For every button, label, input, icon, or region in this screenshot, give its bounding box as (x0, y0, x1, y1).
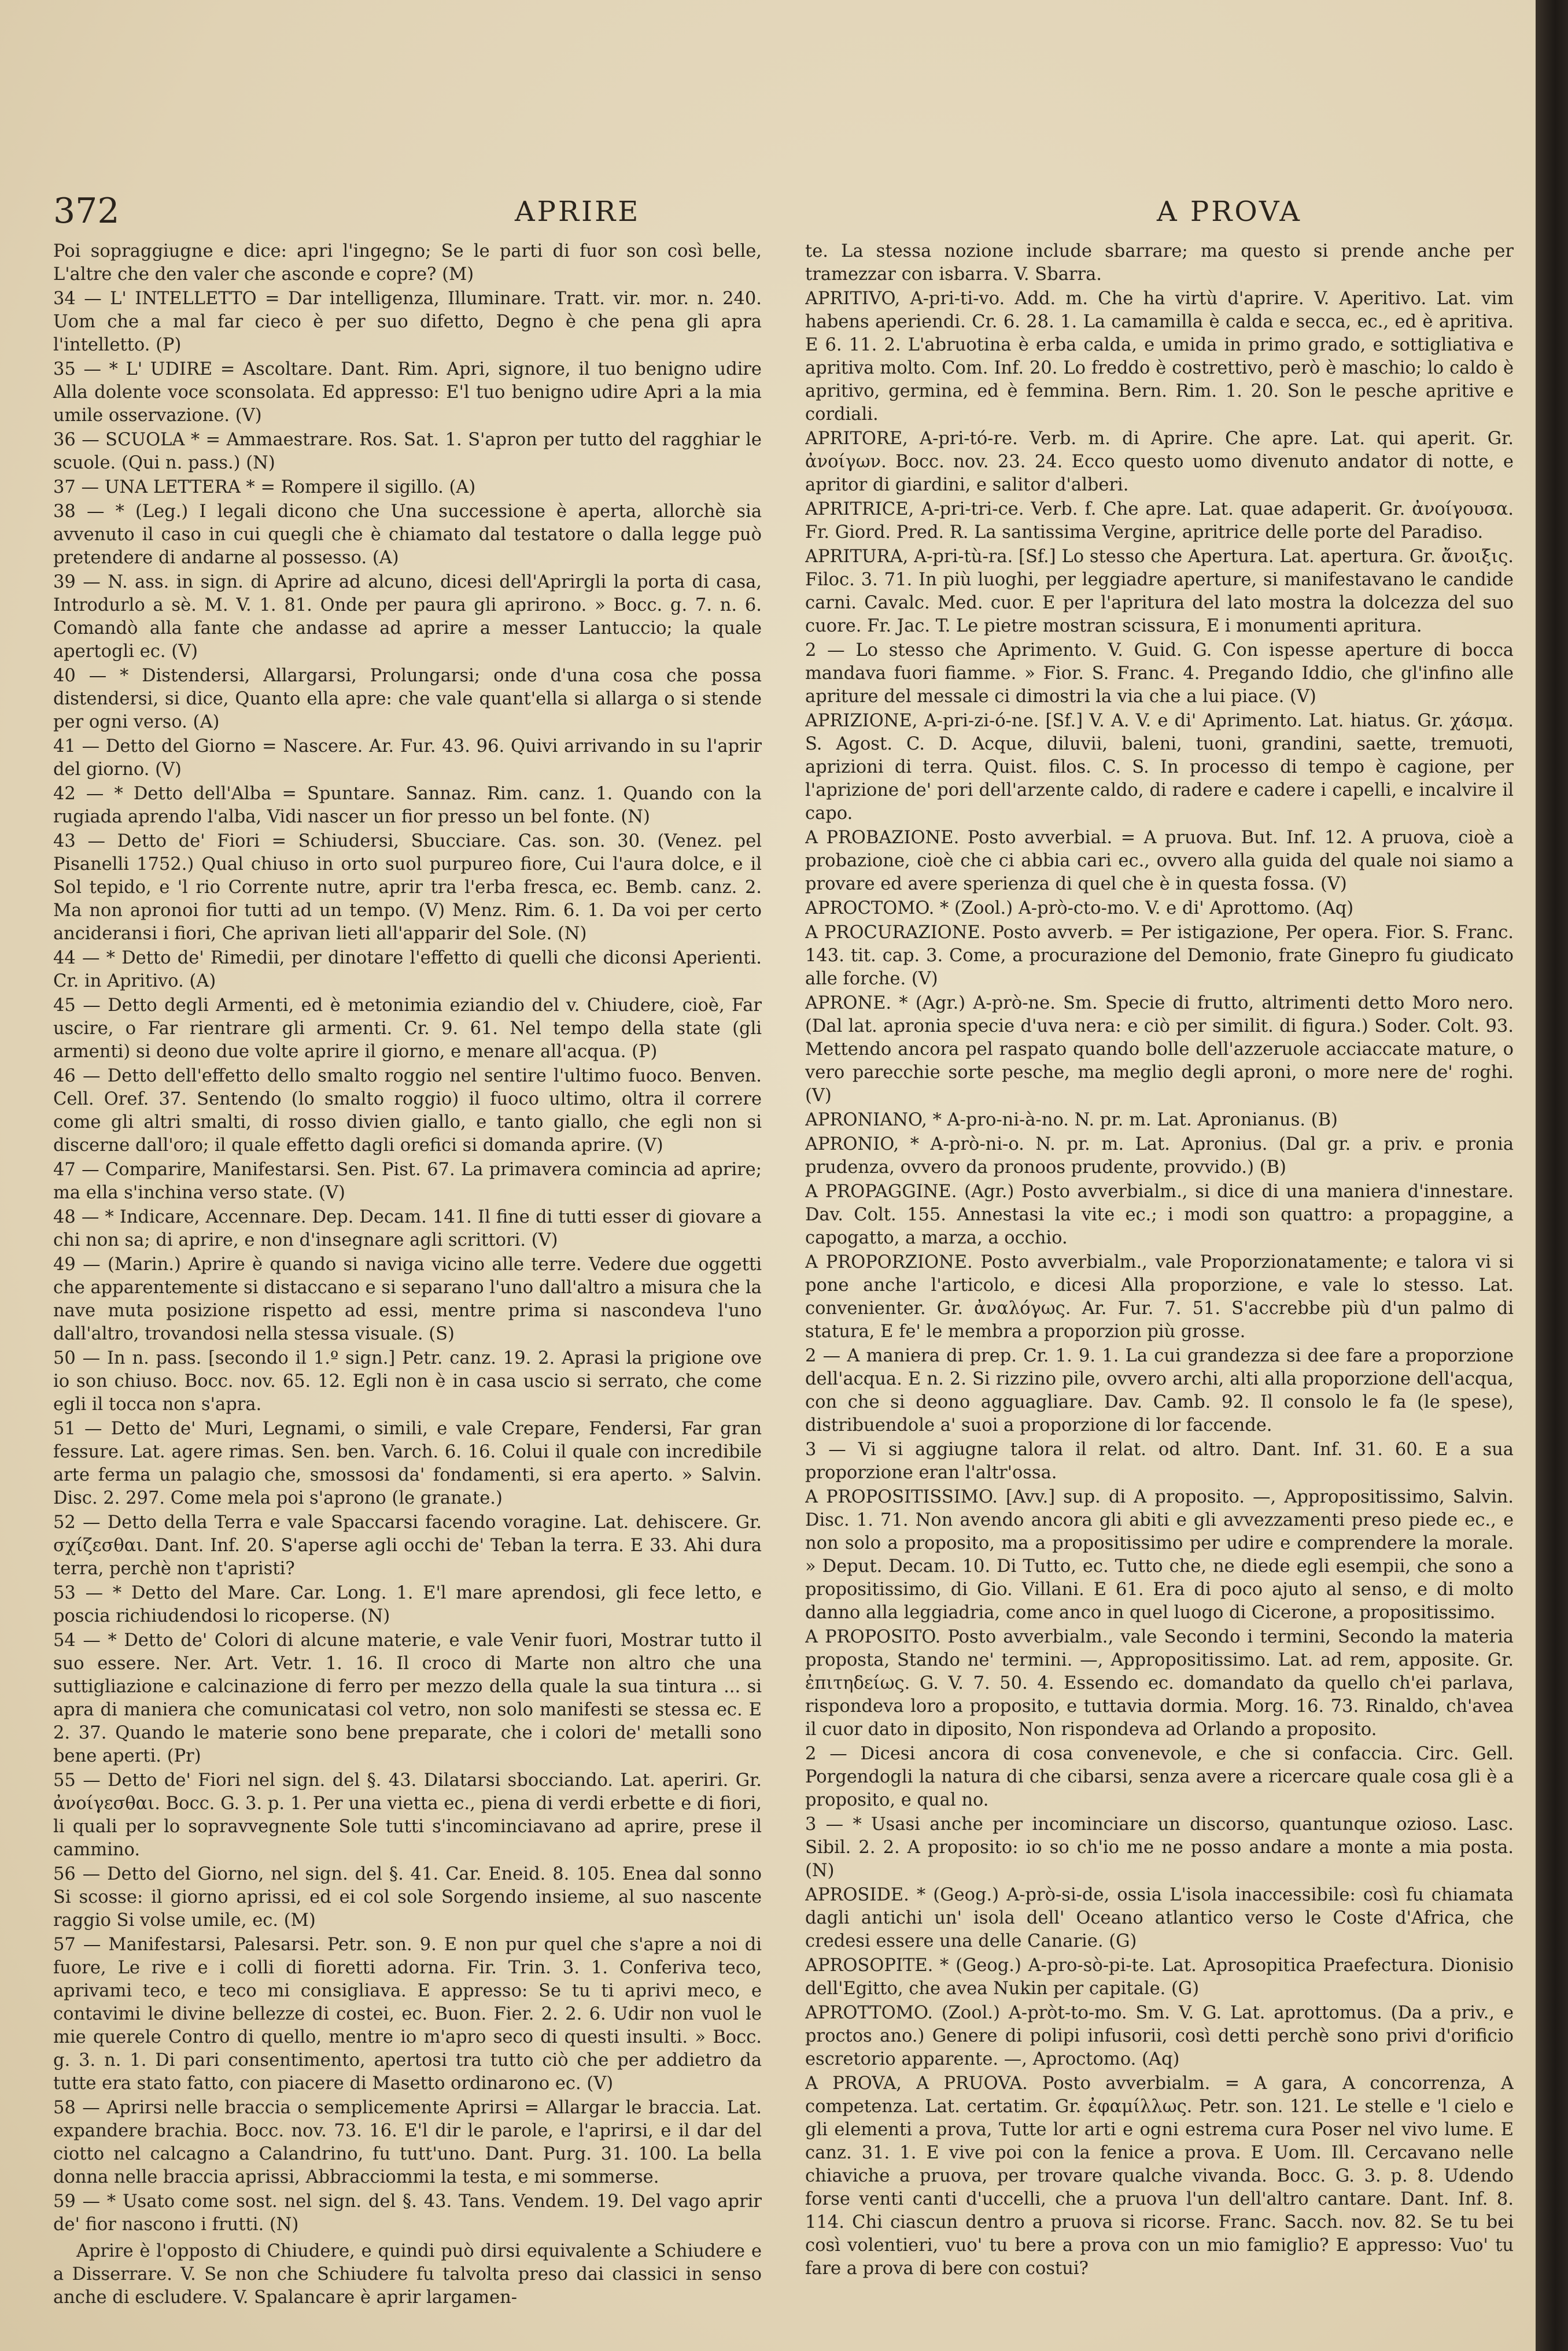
dictionary-entry: A PROPAGGINE. (Agr.) Posto avverbialm., si dice di una maniera d'innestare. Dav. Colt. 155. Annestasi la vite ec.; i modi son quattro: a propaggine, a capogatto, a marza, a occhio. (805, 1182, 1514, 1248)
dictionary-entry: Aprire è l'opposto di Chiudere, e quindi può dirsi equivalente a Schiudere e a Disserrare. V. Se non che Schiudere fu talvolta preso dai classici in senso anche di escludere. V. Spalancare è aprir largamen- (53, 2241, 762, 2308)
dictionary-entry: 52 — Detto della Terra e vale Spaccarsi facendo voragine. Lat. dehiscere. Gr. σχίζεσθαι. Dant. Inf. 20. S'aperse agli occhi de' Teban la terra. E 33. Ahi dura terra, perchè non t'apristi? (53, 1512, 762, 1579)
dictionary-entry: 45 — Detto degli Armenti, ed è metonimia eziandio del v. Chiudere, cioè, Far uscire, o Far rientrare gli armenti. Cr. 9. 61. Nel tempo della state (gli armenti) si deono due volte aprire il giorno, e menare all'acqua. (P) (53, 995, 762, 1062)
dictionary-entry: APRITRICE, A-pri-tri-ce. Verb. f. Che apre. Lat. quae adaperit. Gr. ἀνοίγουσα. Fr. Giord. Pred. R. La santissima Vergine, apritrice delle porte del Paradiso. (805, 499, 1514, 542)
dictionary-entry: 35 — * L' UDIRE = Ascoltare. Dant. Rim. Apri, signore, il tuo benigno udire Alla dolente voce sconsolata. Ed appresso: E'l tuo benigno udire Apri a la mia umile osservazione. (V) (53, 359, 762, 426)
dictionary-entry: Poi sopraggiugne e dice: apri l'ingegno; Se le parti di fuor son così belle, L'altre che den valer che asconde e copre? (M) (53, 241, 762, 285)
dictionary-entry: 36 — SCUOLA * = Ammaestrare. Ros. Sat. 1. S'apron per tutto del ragghiar le scuole. (Qui n. pass.) (N) (53, 430, 762, 473)
dictionary-entry: 59 — * Usato come sost. nel sign. del §. 43. Tans. Vendem. 19. Del vago aprir de' fior nascono i frutti. (N) (53, 2191, 762, 2235)
dictionary-entry: A PROPOSITISSIMO. [Avv.] sup. di A proposito. —, Appropositissimo, Salvin. Disc. 1. 71. Non avendo ancora gli abiti e gli avvezzamenti preso piede ec., e non solo a proposito, ma a propositissimo per udire e comprendere la morale. » Deput. Decam. 10. Di Tutto, ec. Tutto che, ne diede egli esempii, che sono a propositissimo, di Gio. Villani. E 61. Era di poco ajuto al senso, e di molto danno alla leggiadria, come anco in quel luogo di Cicerone, a propositissimo. (805, 1487, 1514, 1623)
dictionary-entry: APRONIANO, * A-pro-ni-à-no. N. pr. m. Lat. Apronianus. (B) (805, 1110, 1338, 1130)
dictionary-entry: 47 — Comparire, Manifestarsi. Sen. Pist. 67. La primavera comincia ad aprire; ma ella s'inchina verso state. (V) (53, 1160, 762, 1203)
dictionary-entry: APRITIVO, A-pri-ti-vo. Add. m. Che ha virtù d'aprire. V. Aperitivo. Lat. vim habens aperiendi. Cr. 6. 28. 1. La camamilla è calda e secca, ec., ed è apritiva. E 6. 11. 2. L'abruotina è erba calda, e umida in primo grado, e sottigliativa e apritiva molto. Com. Inf. 20. Lo freddo è costrettivo, però è maschio; lo caldo è apritivo, germina, ed è femmina. Bern. Rim. 1. 20. Son le pesche apritive e cordiali. (805, 289, 1514, 425)
running-head-right: A PROVA (1157, 195, 1302, 228)
dictionary-entry: 41 — Detto del Giorno = Nascere. Ar. Fur. 43. 96. Quivi arrivando in su l'aprir del giorno. (V) (53, 736, 762, 780)
dictionary-entry: 40 — * Distendersi, Allargarsi, Prolungarsi; onde d'una cosa che possa distendersi, si dice, Quanto ella apre: che vale quant'ella si allarga o si stende per ogni verso. (A) (53, 666, 762, 732)
dictionary-entry: 50 — In n. pass. [secondo il 1.º sign.] Petr. canz. 19. 2. Aprasi la prigione ove io son chiuso. Bocc. nov. 65. 12. Egli non è in casa uscio si serrato, che come egli il tocca non s'apra. (53, 1348, 762, 1415)
dictionary-entry: APRITORE, A-pri-tó-re. Verb. m. di Aprire. Che apre. Lat. qui aperit. Gr. ἀνοίγων. Bocc. nov. 23. 24. Ecco questo uomo divenuto andator di notte, e apritor di giardini, e salitor d'alberi. (805, 429, 1514, 495)
dictionary-entry: 49 — (Marin.) Aprire è quando si naviga vicino alle terre. Vedere due oggetti che apparentemente si distaccano e si separano l'uno dall'altro a misura che la nave muta posizione rispetto ad essi, mentre prima si nascondeva l'uno dall'altro, trovandosi nella stessa visuale. (S) (53, 1254, 762, 1344)
running-head-left: APRIRE (515, 195, 641, 228)
dictionary-entry: 2 — A maniera di prep. Cr. 1. 9. 1. La cui grandezza si dee fare a proporzione dell'acqua. E n. 2. Si rizzino pile, ovvero archi, alti alla proporzione dell'acqua, con che si deono agguagliare. Dav. Camb. 92. Il consolo le fa (le spese), distribuendole a' suoi a proporzione di lor faccende. (805, 1346, 1514, 1435)
dictionary-entry: A PROCURAZIONE. Posto avverb. = Per istigazione, Per opera. Fior. S. Franc. 143. tit. cap. 3. Come, a procurazione del Demonio, frate Ginepro fu giudicato alle forche. (V) (805, 922, 1514, 989)
dictionary-entry: 2 — Lo stesso che Aprimento. V. Guid. G. Con ispesse aperture di bocca mandava fuori fiamme. » Fior. S. Franc. 4. Pregando Iddio, che gl'infino alle apriture del messale ci dimostri la via che a lui piace. (V) (805, 640, 1514, 707)
dictionary-entry: 46 — Detto dell'effetto dello smalto roggio nel sentire l'ultimo fuoco. Benven. Cell. Oref. 37. Sentendo (lo smalto roggio) il fuoco ultimo, oltra il correre come gli altri smalti, di rosso divien giallo, e tanto giallo, che egli non si discerne dall'oro; il quale effetto dagli orefici si domanda aprire. (V) (53, 1066, 762, 1156)
dictionary-entry: 3 — * Usasi anche per incominciare un discorso, quantunque ozioso. Lasc. Sibil. 2. 2. A proposito: io so ch'io me ne posso andare a monte a mia posta. (N) (805, 1814, 1514, 1881)
dictionary-entry: APROCTOMO. * (Zool.) A-prò-cto-mo. V. e di' Aprottomo. (Aq) (805, 898, 1354, 918)
dictionary-entry: 56 — Detto del Giorno, nel sign. del §. 41. Car. Eneid. 8. 105. Enea dal sonno Si scosse: il giorno aprissi, ed ei col sole Sorgendo insieme, al suo nascente raggio Si volse umile, ec. (M) (53, 1864, 762, 1931)
page-number: 372 (53, 191, 120, 231)
dictionary-entry: 57 — Manifestarsi, Palesarsi. Petr. son. 9. E non pur quel che s'apre a noi di fuore, Le rive e i colli di fioretti adorna. Fir. Trin. 3. 1. Conferiva teco, aprivami teco, e teco mi consigliava. E appresso: Se tu ti aprivi meco, e contavimi le divine bellezze di costei, ec. Buon. Fier. 2. 2. 6. Udir non vuol le mie querele Contro di quello, mentre io m'apro seco di questi insulti. » Bocc. g. 3. n. 1. Di pari consentimento, apertosi tra tutto ciò che per addietro da tutte era stato fatto, con piacere di Masetto ordinarono ec. (V) (53, 1935, 762, 2094)
dictionary-entry: APRIZIONE, A-pri-zi-ó-ne. [Sf.] V. A. V. e di' Aprimento. Lat. hiatus. Gr. χάσμα. S. Agost. C. D. Acque, diluvii, baleni, tuoni, grandini, saette, tremuoti, aprizioni di terra. Quist. filos. C. S. In processo di tempo è cagione, per l'aprizione de' pori dell'arzente caldo, di radere e cadere i capelli, e incalvire il capo. (805, 711, 1514, 824)
dictionary-entry: 53 — * Detto del Mare. Car. Long. 1. E'l mare aprendosi, gli fece letto, e poscia richiudendosi lo ricoperse. (N) (53, 1583, 762, 1626)
dictionary-entry: 38 — * (Leg.) I legali dicono che Una successione è aperta, allorchè sia avvenuto il caso in cui quegli che è chiamato dal testatore o dalla legge può pretendere di andarne al possesso. (A) (53, 501, 762, 568)
right-column (805, 240, 1514, 2322)
dictionary-entry: A PROBAZIONE. Posto avverbial. = A pruova. But. Inf. 12. A pruova, cioè a probazione, cioè che ci abbia cari ec., ovvero alla guida del quale noi siamo a provare ed avere sperienza di quel che è in questa fossa. (V) (805, 828, 1514, 894)
dictionary-entry: 55 — Detto de' Fiori nel sign. del §. 43. Dilatarsi sbocciando. Lat. aperiri. Gr. ἀνοίγεσθαι. Bocc. G. 3. p. 1. Per una vietta ec., piena di verdi erbette e di fiori, li quali per lo sopravvegnente Sole tutti s'incominciavano ad aprire, prese il cammino. (53, 1770, 762, 1860)
dictionary-entry: APROSIDE. * (Geog.) A-prò-si-de, ossia L'isola inaccessibile: così fu chiamata dagli antichi un' isola dell' Oceano atlantico verso le Coste d'Africa, che credesi essere una delle Canarie. (G) (805, 1885, 1514, 1951)
dictionary-entry: 51 — Detto de' Muri, Legnami, o simili, e vale Crepare, Fendersi, Far gran fessure. Lat. agere rimas. Sen. ben. Varch. 6. 16. Colui il quale con incredibile arte ferma un palagio che, smossosi da' fondamenti, si era aperto. » Salvin. Disc. 2. 297. Come mela poi s'aprono (le granate.) (53, 1419, 762, 1508)
dictionary-entry: APRITURA, A-pri-tù-ra. [Sf.] Lo stesso che Apertura. Lat. apertura. Gr. ἄνοιξις. Filoc. 3. 71. In più luoghi, per leggiadre aperture, si manifestavano le candide carni. Cavalc. Med. cuor. E per l'apritura del lato mostra la dolcezza del suo cuore. Fr. Jac. T. Le pietre mostran scissura, E i monumenti apritura. (805, 547, 1514, 636)
dictionary-entry: 39 — N. ass. in sign. di Aprire ad alcuno, dicesi dell'Aprirgli la porta di casa, Introdurlo a sè. M. V. 1. 81. Onde per paura gli aprirono. » Bocc. g. 7. n. 6. Comandò alla fante che andasse ad aprire a messer Lantuccio; la quale apertogli ec. (V) (53, 572, 762, 662)
dictionary-entry: 44 — * Detto de' Rimedii, per dinotare l'effetto di quelli che diconsi Aperienti. Cr. in Apritivo. (A) (53, 948, 762, 991)
dictionary-entry: 34 — L' INTELLETTO = Dar intelligenza, Illuminare. Tratt. vir. mor. n. 240. Uom che a mal far cieco è per suo difetto, Degno è che pena gli apra l'intelletto. (P) (53, 289, 762, 355)
page-header (0, 191, 1536, 237)
dictionary-entry: APROSOPITE. * (Geog.) A-pro-sò-pi-te. Lat. Aprosopitica Praefectura. Dionisio dell'Egitto, che avea Nukin per capitale. (G) (805, 1955, 1514, 1999)
dictionary-entry: 3 — Vi si aggiugne talora il relat. od altro. Dant. Inf. 31. 60. E a sua proporzione eran l'altr'ossa. (805, 1440, 1514, 1483)
dictionary-entry: 54 — * Detto de' Colori di alcune materie, e vale Venir fuori, Mostrar tutto il suo essere. Ner. Art. Vetr. 1. 16. Il croco di Marte non altro che una suttigliazione e calcinazione di ferro per mezzo della quale la sua tintura ... si apra di maniera che comunicatasi col vetro, non solo manifesti se stessa ec. E 2. 37. Quando le materie sono bene preparate, che i colori de' metalli sono bene aperti. (Pr) (53, 1630, 762, 1766)
dictionary-entry: 48 — * Indicare, Accennare. Dep. Decam. 141. Il fine di tutti esser di giovare a chi non sa; di aprire, e non d'insegnare agli scrittori. (V) (53, 1207, 762, 1250)
dictionary-entry: 37 — UNA LETTERA * = Rompere il sigillo. (A) (53, 477, 476, 497)
dictionary-entry: APRONE. * (Agr.) A-prò-ne. Sm. Specie di frutto, altrimenti detto Moro nero. (Dal lat. apronia specie d'uva nera: e ciò per similit. di figura.) Soder. Colt. 93. Mettendo ancora pel raspato quando bolle dell'azzeruole acciaccate mature, o vero parecchie sorte pesche, ma meglio degli aproni, o more nere de' roghi. (V) (805, 993, 1514, 1106)
dictionary-entry: te. La stessa nozione include sbarrare; ma questo si prende anche per tramezzar con isbarra. V. Sbarra. (805, 241, 1514, 285)
dictionary-entry: 43 — Detto de' Fiori = Schiudersi, Sbucciare. Cas. son. 30. (Venez. pel Pisanelli 1752.) Qual chiuso in orto suol purpureo fiore, Cui l'aura dolce, e il Sol tepido, e 'l rio Corrente nutre, aprir tra l'erba fresca, ec. Bemb. canz. 2. Ma non apronoi fior tutti ad un tempo. (V) Menz. Rim. 6. 1. Da voi per certo ancideransi i fiori, Che aprivan lieti all'apparir del Sole. (N) (53, 831, 762, 944)
dictionary-entry: A PROPORZIONE. Posto avverbialm., vale Proporzionatamente; e talora vi si pone anche l'articolo, e dicesi Alla proporzione, e vale lo stesso. Lat. convenienter. Gr. ἀναλόγως. Ar. Fur. 7. 51. S'accrebbe più d'un palmo di statura, E fe' le membra a proporzion più grosse. (805, 1252, 1514, 1342)
dictionary-entry: A PROVA, A PRUOVA. Posto avverbialm. = A gara, A concorrenza, A competenza. Lat. certatim. Gr. ἐφαμίλλως. Petr. son. 121. Le stelle e 'l cielo e gli elementi a prova, Tutte lor arti e ogni estrema cura Poser nel vivo lume. E canz. 31. 1. E vive poi con la fenice a prova. E Uom. Ill. Cercavano nelle chiaviche a pruova, per trovare qualche vivanda. Bocc. G. 3. p. 8. Udendo forse venti canti d'uccelli, che a pruova l'un dell'altro cantare. Dant. Inf. 8. 114. Chi ciascun dentro a pruova si ricorse. Franc. Sacch. nov. 82. Se tu bei così volentieri, vuo' tu bere a prova con un mio famiglio? E appresso: Vuo' tu fare a prova di bere con costui? (805, 2073, 1514, 2279)
dictionary-entry: 42 — * Detto dell'Alba = Spuntare. Sannaz. Rim. canz. 1. Quando con la rugiada aprendo l'alba, Vidi nascer un fior presso un bel fonte. (N) (53, 784, 762, 827)
left-column (53, 240, 762, 2322)
dictionary-entry: APROTTOMO. (Zool.) A-pròt-to-mo. Sm. V. G. Lat. aprottomus. (Da a priv., e proctos ano.) Genere di polipi infusorii, così detti perchè sono privi d'orificio escretorio apparente. —, Aproctomo. (Aq) (805, 2003, 1514, 2069)
dictionary-entry: 2 — Dicesi ancora di cosa convenevole, e che si confaccia. Circ. Gell. Porgendogli la natura di che cibarsi, senza avere a ricercare quale cosa gli è a proposito, e qual no. (805, 1744, 1514, 1810)
book-spine-edge (1536, 0, 1568, 2351)
dictionary-entry: 58 — Aprirsi nelle braccia o semplicemente Aprirsi = Allargar le braccia. Lat. expandere brachia. Bocc. nov. 73. 16. E'l dir le parole, e l'aprirsi, e il dar del ciotto nel calcagno a Calandrino, fu tutt'uno. Dant. Purg. 31. 100. La bella donna nelle braccia aprissi, Abbracciommi la testa, e mi sommerse. (53, 2098, 762, 2187)
dictionary-entry: A PROPOSITO. Posto avverbialm., vale Secondo i termini, Secondo la materia proposta, Stando ne' termini. —, Appropositissimo. Lat. ad rem, apposite. Gr. ἐπιτηδείως. G. V. 7. 50. 4. Essendo ec. domandato da quello ch'ei parlava, rispondeva loro a proposito, e tuttavia dormia. Morg. 16. 73. Rinaldo, ch'avea il cuor dato in diposito, Non rispondeva ad Orlando a proposito. (805, 1627, 1514, 1740)
dictionary-entry: APRONIO, * A-prò-ni-o. N. pr. m. Lat. Apronius. (Dal gr. a priv. e pronia prudenza, ovvero da pronoos prudente, provvido.) (B) (805, 1134, 1514, 1178)
